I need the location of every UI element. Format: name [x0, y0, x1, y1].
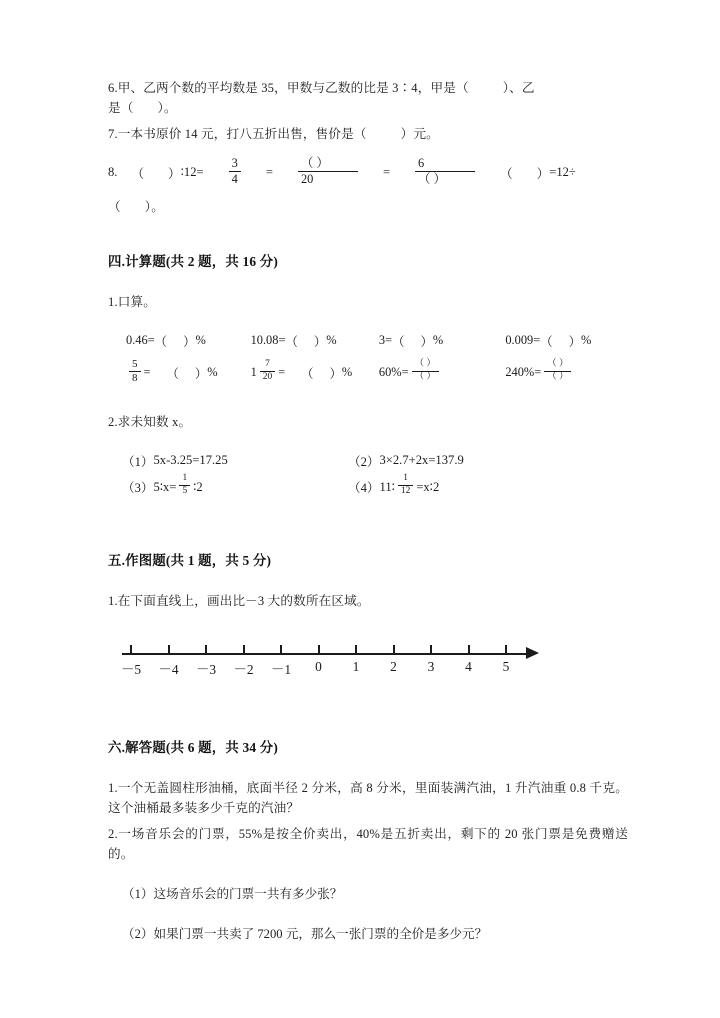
section-six-q2-sub-1: [122, 884, 628, 904]
question-8-fraction-1: [229, 157, 241, 186]
section-six-q2-sub-2: [122, 924, 628, 944]
equation-fraction: [179, 474, 190, 497]
section-six-heading: 六.解答题(共 6 题，共 34 分): [108, 739, 279, 755]
section-four-q2-title: [108, 412, 628, 432]
oral-unit: %: [341, 365, 353, 380]
equation-column-left: [122, 448, 348, 500]
question-8-expression: [108, 158, 628, 187]
oral-unit: %: [195, 333, 206, 348]
oral-item-2: [251, 332, 379, 350]
question-8-line-2: [108, 197, 628, 217]
number-line-label: 3: [427, 658, 435, 674]
oral-mixed-number: [251, 361, 279, 384]
number-line-tick: [168, 645, 170, 654]
oral-item-5: [126, 357, 251, 386]
sub-text: 如果门票一共卖了 7200 元，那么一张门票的全价是多少元？: [153, 926, 488, 941]
equation-expression: 3×2.7+2x=137.9: [379, 453, 464, 468]
section-four-q1-title: [108, 292, 628, 312]
oral-expr: =: [143, 365, 151, 380]
question-8-number: 8.: [108, 164, 118, 179]
number-line-tick: [318, 645, 320, 654]
fraction-numerator: 7: [265, 359, 270, 370]
question-6: [108, 78, 628, 118]
oral-paren-close: ）: [313, 334, 327, 349]
oral-item-7: [379, 361, 505, 384]
q1-text: 一个无盖圆柱形油桶，底面半径 2 分米，高 8 分米，里面装满汽油，1 升汽油重 0.8 千克。这个油桶最多装多少千克的汽油？: [108, 780, 628, 815]
oral-expr: 0.009=: [505, 333, 541, 348]
number-line-tick: [468, 645, 470, 654]
fraction-denominator: 4: [229, 171, 241, 186]
question-8-tail-equals: =12÷: [549, 164, 576, 179]
number-line-label: －1: [270, 661, 292, 677]
oral-fraction: [129, 359, 141, 385]
oral-paren-open: （: [392, 334, 405, 349]
oral-unit: %: [207, 365, 218, 380]
oral-paren-open: （: [540, 334, 553, 349]
oral-fraction: [260, 360, 275, 383]
section-four-heading: 四.计算题(共 2 题，共 16 分): [108, 253, 279, 269]
fraction-denominator: （ ）: [412, 371, 439, 383]
question-8-tail-open: （: [500, 166, 513, 181]
q1-number: 1.: [108, 294, 118, 309]
q1-number: 1.: [108, 593, 118, 608]
fraction-numerator: 6: [418, 156, 425, 170]
question-7-text-a: 一本书原价 14 元，打八五折出售，售价是（: [117, 127, 367, 141]
number-line-label: 1: [352, 658, 360, 674]
question-7-line: [108, 124, 628, 144]
number-line-label: －2: [233, 661, 254, 677]
question-8-line2-open: （: [108, 199, 121, 214]
oral-calc-row-1: [126, 332, 628, 350]
section-five-heading: 五.作图题(共 1 题，共 5 分): [108, 552, 272, 568]
oral-item-1: [126, 332, 251, 350]
oral-expr: 60%=: [378, 365, 409, 380]
question-8-fraction-3: [415, 157, 475, 186]
sub-text: 这场音乐会的门票一共有多少张？: [153, 886, 343, 901]
question-6-line-1: [108, 78, 628, 98]
fraction-denominator: 20: [260, 371, 275, 383]
fraction-numerator: 1: [182, 473, 188, 484]
equation-column-right: [348, 448, 588, 500]
oral-paren-close: ）: [329, 366, 342, 381]
section-six-q2: [108, 824, 628, 864]
number-line-arrow-icon: [526, 647, 539, 659]
fraction-denominator: 5: [179, 485, 190, 497]
fraction-numerator: （ ）: [300, 156, 329, 170]
oral-item-4: [505, 332, 628, 350]
oral-paren-close: ）: [194, 366, 208, 381]
equation-grid: [122, 448, 628, 500]
question-8-equals-1: =: [265, 164, 273, 179]
oral-item-3: [379, 332, 505, 350]
question-6-number: 6.: [108, 81, 118, 95]
question-6-line-2: [108, 98, 628, 118]
fraction-numerator: 5: [132, 357, 138, 370]
oral-paren-close: ）: [183, 334, 196, 349]
sub-label: （2）: [122, 926, 154, 941]
number-line-label: －5: [120, 661, 142, 677]
question-8-equals-2: =: [382, 164, 391, 179]
number-line-label: －3: [195, 661, 217, 677]
equation-pre: 11∶: [379, 479, 395, 494]
oral-expr: =: [278, 365, 286, 380]
number-line-tick: [205, 645, 207, 654]
equation-expression: 5x-3.25=17.25: [153, 453, 228, 468]
question-8: [108, 158, 628, 217]
oral-unit: %: [580, 333, 592, 348]
equation-item-2: [348, 448, 588, 474]
oral-item-6: [251, 361, 379, 384]
q2-title-text: 求未知数 x。: [117, 414, 192, 429]
fraction-denominator: 20: [298, 171, 358, 186]
question-6-text-d: ）。: [157, 101, 177, 115]
question-8-line2-close: ）。: [144, 199, 164, 214]
oral-expr: 3=: [378, 333, 393, 348]
oral-paren-open: （: [285, 334, 298, 349]
mixed-whole: 1: [250, 365, 257, 380]
q2-text: 一场音乐会的门票，55%是按全价卖出，40%是五折卖出，剩下的 20 张门票是免费赠送的。: [108, 826, 628, 861]
fraction-denominator: （ ）: [415, 171, 475, 186]
q1-number: 1.: [108, 780, 118, 795]
number-line-tick: [393, 645, 395, 654]
oral-expr: 10.08=: [250, 333, 286, 348]
question-8-blank-open: （: [131, 166, 145, 181]
number-line-tick: [505, 645, 507, 654]
oral-item-8: [505, 361, 628, 384]
equation-item-4: [348, 474, 588, 500]
number-line-tick: [243, 645, 245, 654]
oral-paren-close: ）: [420, 334, 433, 349]
q1-text: 在下面直线上，画出比－3 大的数所在区域。: [117, 593, 370, 608]
fraction-denominator: （ ）: [544, 371, 571, 383]
number-line-label: 2: [390, 658, 397, 674]
oral-paren-open: （: [301, 366, 314, 381]
question-8-tail-close: ）: [536, 166, 550, 181]
number-line-tick: [280, 645, 282, 654]
q2-number: 2.: [108, 414, 118, 429]
oral-paren-close: ）: [568, 334, 581, 349]
q1-title-text: 口算。: [117, 294, 156, 309]
question-6-text-b: ）、乙: [502, 81, 535, 95]
oral-paren-open: （: [166, 366, 179, 381]
equation-fraction: [398, 474, 413, 497]
oral-calc-row-2: [126, 357, 628, 386]
section-six-q1: [108, 778, 628, 818]
oral-unit: %: [326, 333, 337, 348]
equation-label: （3）: [122, 481, 154, 496]
equation-label: （2）: [348, 455, 380, 470]
question-7-number: 7.: [108, 127, 118, 141]
worksheet-content: [108, 78, 628, 944]
fraction-numerator: （ ）: [414, 359, 436, 370]
number-line-label: 0: [315, 658, 322, 674]
question-6-text-a: 甲、乙两个数的平均数是 35，甲数与乙数的比是 3∶4，甲是（: [117, 81, 469, 95]
equation-pre: 5∶x=: [153, 479, 177, 494]
sub-label: （1）: [122, 886, 154, 901]
question-8-blank-close: ）: [168, 166, 181, 181]
oral-unit: %: [432, 333, 444, 348]
question-8-fraction-2: [298, 157, 358, 186]
section-five-q1: [108, 591, 628, 611]
fraction-numerator: 3: [231, 156, 238, 170]
equation-post: =x∶2: [416, 479, 440, 494]
equation-item-1: [122, 448, 348, 474]
number-line-tick: [130, 645, 132, 654]
number-line-label: 5: [502, 658, 510, 674]
fraction-denominator: 8: [129, 371, 141, 384]
fraction-numerator: （ ）: [547, 359, 569, 370]
oral-result-fraction: [412, 360, 439, 383]
number-line-label: －4: [158, 661, 179, 677]
number-line-tick: [355, 645, 357, 654]
question-7-text-b: ）元。: [400, 127, 439, 141]
equation-item-3: [122, 474, 348, 500]
oral-paren-open: （: [154, 334, 168, 349]
number-line-figure: [116, 635, 628, 689]
q2-number: 2.: [108, 826, 118, 841]
equation-label: （4）: [348, 481, 380, 496]
oral-expr: 240%=: [505, 365, 542, 380]
number-line-label: 4: [465, 658, 472, 674]
oral-expr: 0.46=: [126, 333, 155, 348]
number-line-tick: [430, 645, 432, 654]
fraction-denominator: 12: [398, 485, 413, 497]
question-6-text-c: 是（: [108, 101, 134, 115]
equation-post: ∶2: [193, 479, 203, 494]
equation-label: （1）: [122, 455, 154, 470]
question-8-ratio: ∶12=: [180, 165, 204, 180]
question-7: [108, 124, 628, 144]
oral-result-fraction: [544, 360, 571, 383]
fraction-numerator: 1: [403, 473, 408, 484]
